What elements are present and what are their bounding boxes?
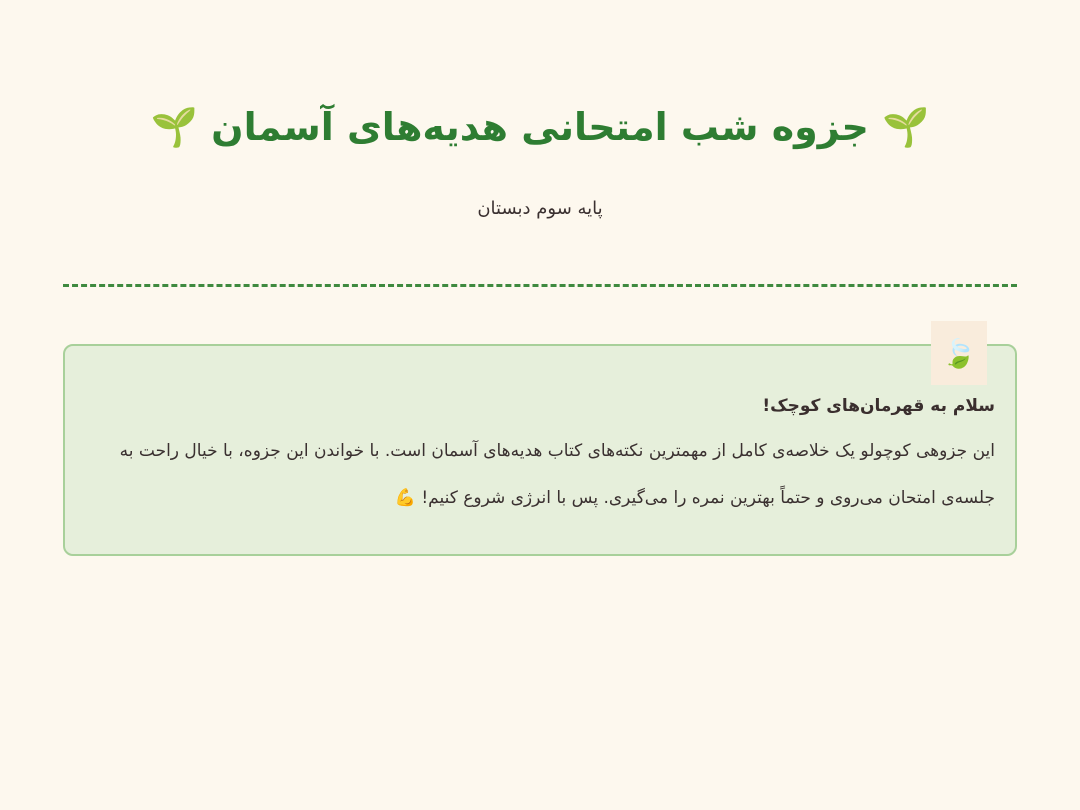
leaf-icon: 🍃 [931,321,987,385]
intro-text-block [95,428,995,522]
page-title [0,92,1080,162]
seedling-icon: 🌱 [150,105,198,149]
seedling-icon: 🌱 [882,105,930,149]
title-text: جزوه شب امتحانی هدیه‌های آسمان [211,105,869,149]
intro-card [63,344,1017,556]
divider [63,284,1017,287]
intro-text: این جزوهی کوچولو یک خلاصه‌ی کامل از مهمترین نکته‌های کتاب هدیه‌های آسمان است. با خواندن این جزوه، با خیال راحت به جلسه‌ی امتحان می‌روی و حتماً بهترین نمره را می‌گیری. پس با انرژی شروع کنیم! [119,441,995,508]
subtitle: پایه سوم دبستان [477,198,603,219]
flexed-biceps-icon: 💪 [394,488,416,508]
intro-greeting: سلام به قهرمان‌های کوچک! [762,396,995,416]
